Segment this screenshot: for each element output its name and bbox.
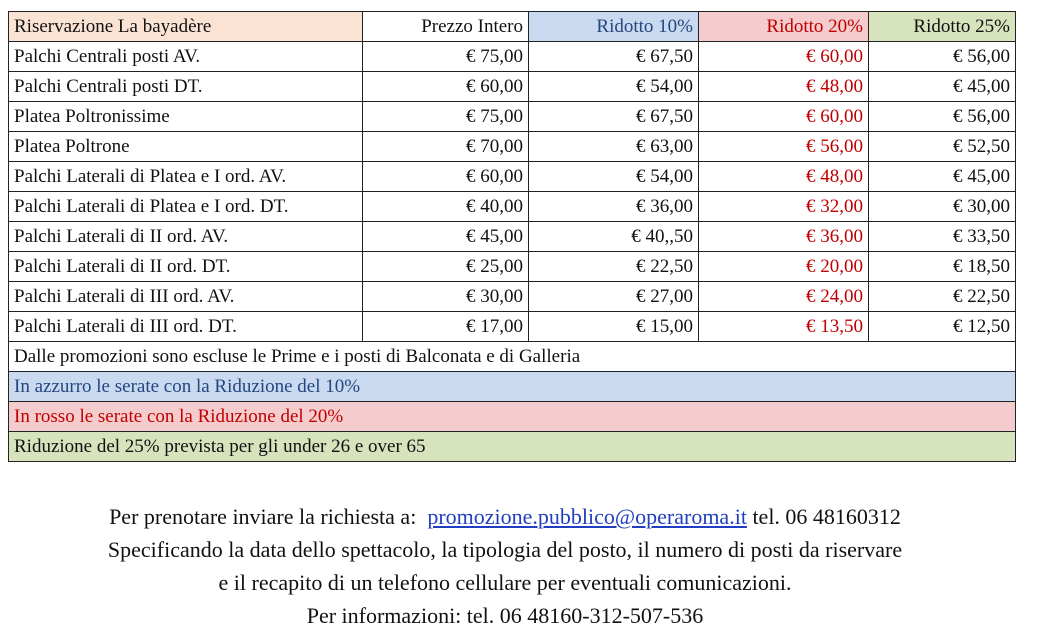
price-25: € 45,00 bbox=[869, 162, 1016, 192]
price-20: € 48,00 bbox=[699, 162, 869, 192]
note-red-reduction: In rosso le serate con la Riduzione del 20% bbox=[9, 402, 1016, 432]
seat-type: Palchi Centrali posti AV. bbox=[9, 42, 363, 72]
booking-line bbox=[0, 500, 1010, 533]
table-row bbox=[9, 192, 1016, 222]
price-20: € 20,00 bbox=[699, 252, 869, 282]
price-full: € 60,00 bbox=[363, 72, 529, 102]
header-reservation: Riservazione La bayadère bbox=[9, 12, 363, 42]
price-full: € 75,00 bbox=[363, 102, 529, 132]
price-25: € 33,50 bbox=[869, 222, 1016, 252]
price-25: € 30,00 bbox=[869, 192, 1016, 222]
instructions-line-2: e il recapito di un telefono cellulare per eventuali comunicazioni. bbox=[218, 570, 792, 595]
price-10: € 15,00 bbox=[529, 312, 699, 342]
table-row bbox=[9, 132, 1016, 162]
seat-type: Palchi Laterali di III ord. DT. bbox=[9, 312, 363, 342]
price-10: € 54,00 bbox=[529, 72, 699, 102]
table-row bbox=[9, 72, 1016, 102]
seat-type: Palchi Laterali di II ord. DT. bbox=[9, 252, 363, 282]
price-full: € 75,00 bbox=[363, 42, 529, 72]
seat-type: Palchi Laterali di II ord. AV. bbox=[9, 222, 363, 252]
price-10: € 67,50 bbox=[529, 102, 699, 132]
price-25: € 45,00 bbox=[869, 72, 1016, 102]
booking-info bbox=[0, 500, 1010, 632]
price-20: € 24,00 bbox=[699, 282, 869, 312]
price-full: € 60,00 bbox=[363, 162, 529, 192]
price-10: € 40,,50 bbox=[529, 222, 699, 252]
table-row bbox=[9, 252, 1016, 282]
price-10: € 54,00 bbox=[529, 162, 699, 192]
price-full: € 30,00 bbox=[363, 282, 529, 312]
note-blue-reduction: In azzurro le serate con la Riduzione del 10% bbox=[9, 372, 1016, 402]
price-full: € 17,00 bbox=[363, 312, 529, 342]
table-header-row bbox=[9, 12, 1016, 42]
seat-type: Platea Poltronissime bbox=[9, 102, 363, 132]
price-full: € 40,00 bbox=[363, 192, 529, 222]
price-10: € 27,00 bbox=[529, 282, 699, 312]
price-25: € 12,50 bbox=[869, 312, 1016, 342]
note-row-green bbox=[9, 432, 1016, 462]
email-link[interactable]: promozione.pubblico@operaroma.it bbox=[427, 504, 747, 529]
header-reduced-25: Ridotto 25% bbox=[869, 12, 1016, 42]
price-20: € 60,00 bbox=[699, 42, 869, 72]
note-row-red bbox=[9, 402, 1016, 432]
header-reduced-20: Ridotto 20% bbox=[699, 12, 869, 42]
table-row bbox=[9, 42, 1016, 72]
header-reduced-10: Ridotto 10% bbox=[529, 12, 699, 42]
seat-type: Palchi Laterali di III ord. AV. bbox=[9, 282, 363, 312]
booking-prefix: Per prenotare inviare la richiesta a: bbox=[109, 504, 417, 529]
seat-type: Palchi Laterali di Platea e I ord. AV. bbox=[9, 162, 363, 192]
table-row bbox=[9, 282, 1016, 312]
price-20: € 56,00 bbox=[699, 132, 869, 162]
instructions-line-1: Specificando la data dello spettacolo, la tipologia del posto, il numero di posti da riservare bbox=[107, 537, 903, 562]
price-25: € 56,00 bbox=[869, 102, 1016, 132]
price-25: € 56,00 bbox=[869, 42, 1016, 72]
note-row-blue bbox=[9, 372, 1016, 402]
table-row bbox=[9, 222, 1016, 252]
price-table bbox=[8, 11, 1016, 462]
price-full: € 25,00 bbox=[363, 252, 529, 282]
note-green-reduction: Riduzione del 25% prevista per gli under 26 e over 65 bbox=[9, 432, 1016, 462]
note-row-exclusion bbox=[9, 342, 1016, 372]
price-full: € 45,00 bbox=[363, 222, 529, 252]
note-exclusion: Dalle promozioni sono escluse le Prime e i posti di Balconata e di Galleria bbox=[9, 342, 1016, 372]
info-phone-line: Per informazioni: tel. 06 48160-312-507-536 bbox=[306, 603, 704, 628]
price-25: € 52,50 bbox=[869, 132, 1016, 162]
price-20: € 36,00 bbox=[699, 222, 869, 252]
price-20: € 32,00 bbox=[699, 192, 869, 222]
price-20: € 48,00 bbox=[699, 72, 869, 102]
booking-phone: tel. 06 48160312 bbox=[752, 504, 901, 529]
table-row bbox=[9, 162, 1016, 192]
price-full: € 70,00 bbox=[363, 132, 529, 162]
price-10: € 67,50 bbox=[529, 42, 699, 72]
price-10: € 63,00 bbox=[529, 132, 699, 162]
price-20: € 60,00 bbox=[699, 102, 869, 132]
table-row bbox=[9, 102, 1016, 132]
price-20: € 13,50 bbox=[699, 312, 869, 342]
table-row bbox=[9, 312, 1016, 342]
price-25: € 22,50 bbox=[869, 282, 1016, 312]
seat-type: Platea Poltrone bbox=[9, 132, 363, 162]
seat-type: Palchi Laterali di Platea e I ord. DT. bbox=[9, 192, 363, 222]
price-10: € 22,50 bbox=[529, 252, 699, 282]
price-10: € 36,00 bbox=[529, 192, 699, 222]
header-full-price: Prezzo Intero bbox=[363, 12, 529, 42]
seat-type: Palchi Centrali posti DT. bbox=[9, 72, 363, 102]
price-25: € 18,50 bbox=[869, 252, 1016, 282]
